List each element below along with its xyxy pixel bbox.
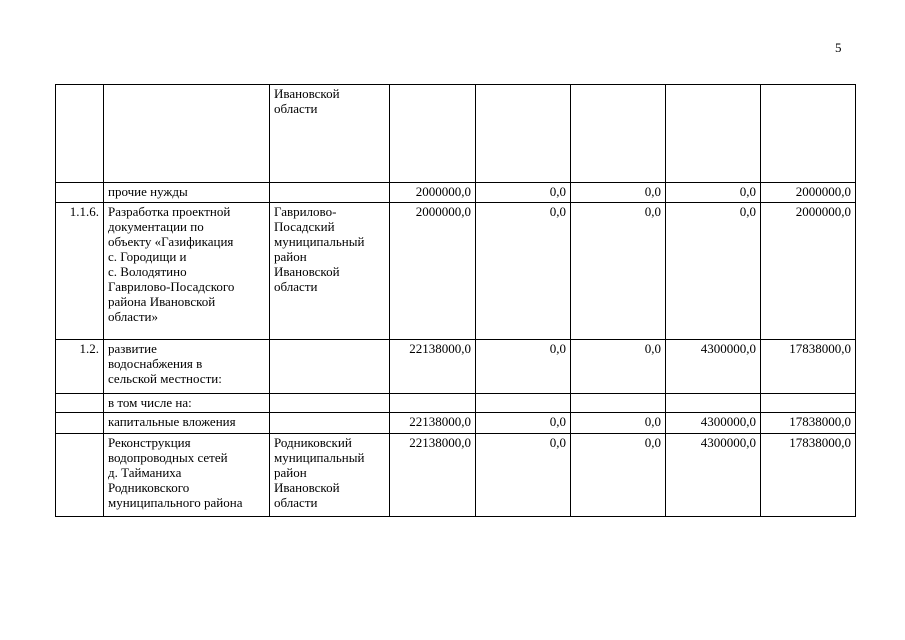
name-line: с. Городищи и — [108, 249, 187, 264]
executor-line: области — [274, 279, 318, 294]
cell-y4: 2000000,0 — [761, 183, 856, 203]
cell-total: 2000000,0 — [390, 183, 476, 203]
cell-name — [104, 394, 270, 413]
executor-line: области — [274, 101, 318, 116]
cell-executor — [270, 183, 390, 203]
cell-code — [56, 394, 104, 413]
name-line: документации по — [108, 219, 204, 234]
cell-total: 22138000,0 — [390, 340, 476, 394]
table-row — [56, 434, 856, 517]
name-line: развитие — [108, 341, 157, 356]
cell-y3 — [666, 85, 761, 183]
executor-line: Ивановской — [274, 86, 340, 101]
name-line: объекту «Газификация — [108, 234, 234, 249]
executor-line: муниципальный — [274, 234, 365, 249]
cell-y4: 2000000,0 — [761, 203, 856, 340]
name-line: Родниковского — [108, 480, 190, 495]
table-row — [56, 413, 856, 434]
cell-total: 2000000,0 — [390, 203, 476, 340]
cell-y1 — [476, 394, 571, 413]
cell-y2 — [571, 394, 666, 413]
name-line: области» — [108, 309, 158, 324]
cell-y2: 0,0 — [571, 434, 666, 517]
cell-total — [390, 85, 476, 183]
cell-executor — [270, 394, 390, 413]
executor-line: Гаврилово- — [274, 204, 337, 219]
cell-y1: 0,0 — [476, 340, 571, 394]
executor-line: район — [274, 465, 307, 480]
cell-executor — [270, 413, 390, 434]
table-row — [56, 203, 856, 340]
cell-executor — [270, 85, 390, 183]
cell-y1: 0,0 — [476, 434, 571, 517]
cell-total — [390, 394, 476, 413]
name-line: сельской местности: — [108, 371, 222, 386]
cell-y4: 17838000,0 — [761, 434, 856, 517]
name-line: Гаврилово-Посадского — [108, 279, 235, 294]
cell-total: 22138000,0 — [390, 413, 476, 434]
executor-line: Ивановской — [274, 264, 340, 279]
cell-y3: 4300000,0 — [666, 413, 761, 434]
cell-y1: 0,0 — [476, 183, 571, 203]
executor-line: Родниковский — [274, 435, 352, 450]
name-line: Реконструкция — [108, 435, 191, 450]
cell-y2: 0,0 — [571, 183, 666, 203]
cell-executor — [270, 434, 390, 517]
name-line: с. Володятино — [108, 264, 187, 279]
cell-code — [56, 413, 104, 434]
name-line: водоснабжения в — [108, 356, 203, 371]
executor-line: области — [274, 495, 318, 510]
cell-code: 1.2. — [56, 340, 104, 394]
cell-y3: 0,0 — [666, 183, 761, 203]
table-row — [56, 183, 856, 203]
budget-table — [55, 84, 856, 517]
cell-y4: 17838000,0 — [761, 340, 856, 394]
cell-y4: 17838000,0 — [761, 413, 856, 434]
cell-name — [104, 183, 270, 203]
cell-code — [56, 434, 104, 517]
cell-code — [56, 85, 104, 183]
cell-y4 — [761, 85, 856, 183]
cell-name — [104, 203, 270, 340]
cell-y2: 0,0 — [571, 340, 666, 394]
table-row — [56, 394, 856, 413]
name-line: района Ивановской — [108, 294, 216, 309]
name-line: муниципального района — [108, 495, 243, 510]
name-line: прочие нужды — [108, 184, 188, 199]
cell-name — [104, 413, 270, 434]
cell-y3 — [666, 394, 761, 413]
cell-y1 — [476, 85, 571, 183]
name-line: капитальные вложения — [108, 414, 236, 429]
name-line: в том числе на: — [108, 395, 192, 410]
executor-line: муниципальный — [274, 450, 365, 465]
table-row — [56, 85, 856, 183]
cell-name — [104, 340, 270, 394]
cell-y2: 0,0 — [571, 203, 666, 340]
cell-y1: 0,0 — [476, 203, 571, 340]
cell-code: 1.1.6. — [56, 203, 104, 340]
cell-y3: 0,0 — [666, 203, 761, 340]
cell-name — [104, 85, 270, 183]
cell-y1: 0,0 — [476, 413, 571, 434]
table-row — [56, 340, 856, 394]
cell-executor — [270, 340, 390, 394]
cell-y3: 4300000,0 — [666, 340, 761, 394]
cell-total: 22138000,0 — [390, 434, 476, 517]
cell-y2: 0,0 — [571, 413, 666, 434]
cell-y4 — [761, 394, 856, 413]
cell-code — [56, 183, 104, 203]
executor-line: Ивановской — [274, 480, 340, 495]
name-line: Разработка проектной — [108, 204, 231, 219]
cell-y3: 4300000,0 — [666, 434, 761, 517]
cell-y2 — [571, 85, 666, 183]
name-line: д. Тайманиха — [108, 465, 182, 480]
name-line: водопроводных сетей — [108, 450, 228, 465]
executor-line: район — [274, 249, 307, 264]
executor-line: Посадский — [274, 219, 335, 234]
page-number: 5 — [835, 40, 842, 55]
cell-name — [104, 434, 270, 517]
cell-executor — [270, 203, 390, 340]
